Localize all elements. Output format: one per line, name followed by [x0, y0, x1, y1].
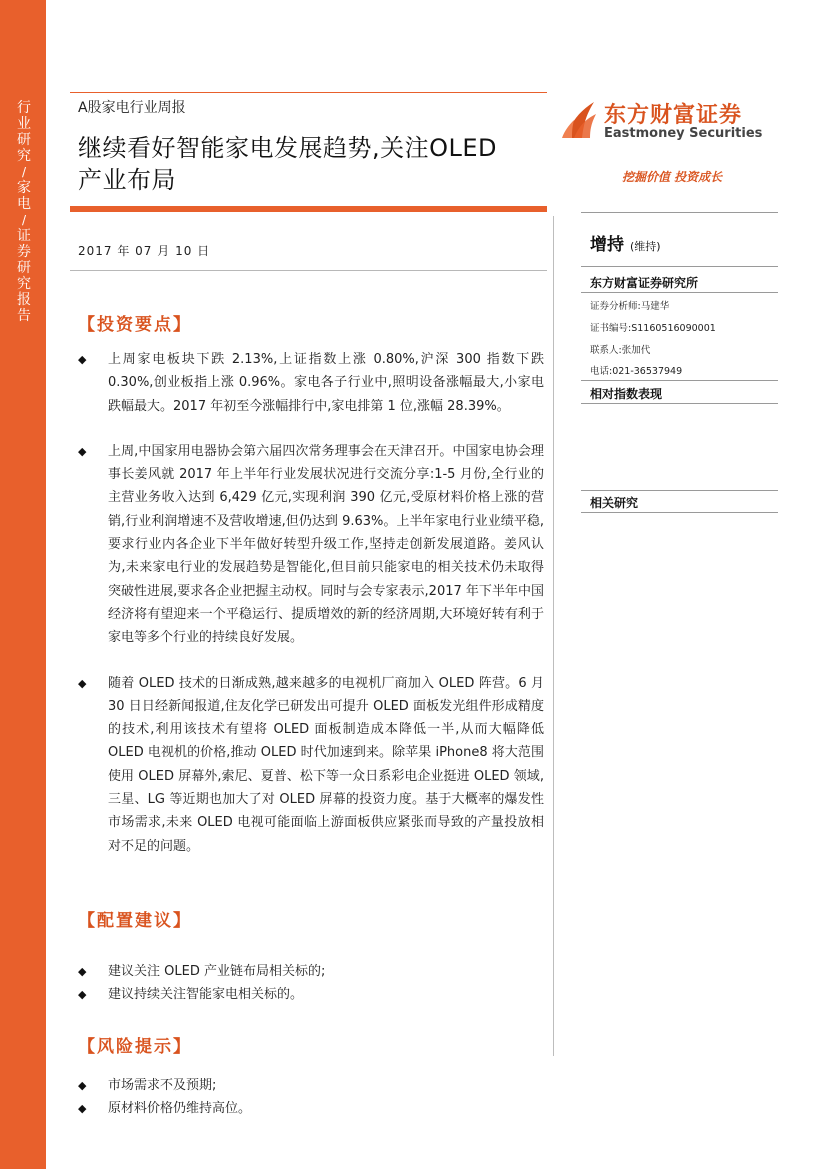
report-type: A股家电行业周报 [78, 100, 186, 116]
list-item: ◆ 上周家电板块下跌 2.13%,上证指数上涨 0.80%,沪深 300 指数下跌 0.30%,创业板指上涨 0.96%。家电各子行业中,照明设备涨幅最大,小家电跌幅最大。2017 年初至今涨幅排行中,家电排第 1 位,涨幅 28.39%。 [78, 348, 544, 418]
allocation-list [78, 960, 544, 1007]
key-points-heading: 【投资要点】 [78, 315, 192, 335]
diamond-bullet-icon: ◆ [78, 1079, 87, 1092]
list-item: ◆ 上周,中国家用电器协会第六届四次常务理事会在天津召开。中国家电协会理事长姜风就 2017 年上半年行业发展状况进行交流分享:1-5 月份,全行业的主营业务收入达到 6,429 亿元,实现利润 390 亿元,受原材料价格上涨的营销,行业利润增速不及营收增速,但仍达到 9.63%。上半年家电行业业绩平稳,要求行业内各企业下半年做好转型升级工作,坚持走创新发展道路。姜风认为,未来家电行业的发展趋势是智能化,但目前只能家电的相关技术仍未取得突破性进展,要求各企业把握主动权。同时与会专家表示,2017 年下半年中国经济将有望迎来一个平稳运行、提质增效的新的经济周期,大环境好转有利于家电等多个行业的持续良好发展。 [78, 440, 544, 650]
contact-person: 联系人:张加代 [590, 345, 651, 356]
list-item: ◆ 建议关注 OLED 产业链布局相关标的; [78, 960, 544, 983]
rating-value: 增持 [590, 235, 624, 255]
list-item: ◆ 市场需求不及预期; [78, 1074, 544, 1097]
diamond-bullet-icon: ◆ [78, 1102, 87, 1116]
rating-note: (维持) [630, 240, 661, 253]
diamond-bullet-icon: ◆ [78, 676, 87, 690]
diamond-bullet-icon: ◆ [78, 353, 87, 366]
brand-mark-icon [560, 98, 600, 142]
related-research-heading: 相关研究 [590, 496, 639, 510]
report-date: 2017 年 07 月 10 日 [78, 244, 211, 258]
header-top-rule [70, 92, 547, 93]
diamond-bullet-icon: ◆ [78, 965, 87, 978]
title-underline-bar [70, 206, 547, 212]
rating-rule-top [581, 212, 778, 213]
allocation-heading: 【配置建议】 [78, 911, 192, 931]
list-item: ◆ 原材料价格仍维持高位。 [78, 1097, 544, 1120]
date-rule [70, 270, 547, 271]
column-divider [553, 216, 554, 1056]
rating [590, 230, 661, 255]
sidebar-label: 行 业 研 究 / 家 电 / 证 券 研 究 报 告 [17, 100, 31, 324]
phone: 电话:021-36537949 [590, 366, 683, 377]
title-line-2: 产业布局 [78, 166, 176, 194]
page-title [78, 132, 548, 196]
brand-name-en: Eastmoney Securities [604, 126, 763, 141]
list-item: ◆ 随着 OLED 技术的日渐成熟,越来越多的电视机厂商加入 OLED 阵营。6 月 30 日日经新闻报道,住友化学已研发出可提升 OLED 面板发光组件形成精度的技术,利用该技术有望将 OLED 面板制造成本降低一半,从而大幅降低 OLED 电视机的价格,推动 OLED 时代加速到来。除苹果 iPhone8 将大范围使用 OLED 屏幕外,索尼、夏普、松下等一众日系彩电企业挺进 OLED 领域,三星、LG 等近期也加大了对 OLED 屏幕的投资力度。基于大概率的爆发性市场需求,未来 OLED 电视可能面临上游面板供应紧张而导致的产量投放相对不足的问题。 [78, 672, 544, 858]
relative-performance-heading: 相对指数表现 [590, 387, 663, 401]
brand-logo [560, 98, 770, 144]
diamond-bullet-icon: ◆ [78, 988, 87, 1002]
info-rule [581, 380, 778, 381]
brand-slogan: 挖掘价值 投资成长 [622, 170, 723, 184]
risk-list [78, 1074, 544, 1121]
certificate-number: 证书编号:S1160516090001 [590, 323, 716, 334]
list-item: ◆ 建议持续关注智能家电相关标的。 [78, 983, 544, 1006]
related-research-rule-top [581, 490, 778, 491]
title-line-1: 继续看好智能家电发展趋势,关注OLED [78, 134, 498, 162]
key-points-list [78, 348, 544, 858]
analyst: 证券分析师:马建华 [590, 301, 670, 312]
brand-name-cn: 东方财富证券 [604, 103, 743, 128]
relative-performance-rule [581, 403, 778, 404]
related-research-rule [581, 512, 778, 513]
diamond-bullet-icon: ◆ [78, 444, 87, 458]
risk-heading: 【风险提示】 [78, 1037, 192, 1057]
institute-name: 东方财富证券研究所 [590, 276, 699, 290]
rating-rule-bottom [581, 266, 778, 267]
institute-rule [581, 292, 778, 293]
